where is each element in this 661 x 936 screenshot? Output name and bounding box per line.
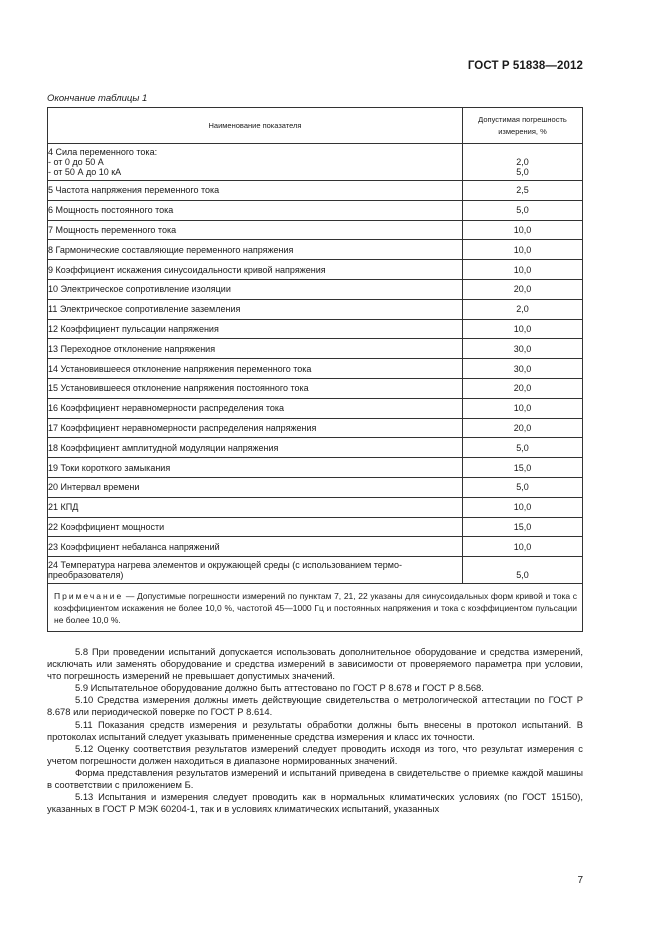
table-caption: Окончание таблицы 1 [47,93,148,104]
body-text [47,646,583,815]
error-value: 2,0 [516,157,529,167]
indicator-name-line: 15 Установившееся отклонение напряжения постоянного тока [48,383,309,394]
error-value-cell [463,200,583,220]
error-value: 5,0 [516,167,529,177]
error-value-cell [463,260,583,280]
error-value-cell [463,359,583,379]
page-number: 7 [577,875,583,886]
table-row [48,458,583,478]
indicator-name-cell [48,220,463,240]
error-value-cell [463,517,583,537]
paragraph: 5.12 Оценку соответствия результатов измерений следует проводить исходя из того, что результат измерения с учетом погрешности должен находиться в диапазоне нормированных значений. [47,742,583,766]
indicator-name-line: 12 Коэффициент пульсации напряжения [48,323,219,334]
error-value: 10,0 [513,403,532,414]
indicator-name-line: 22 Коэффициент мощности [48,521,165,532]
error-value-cell [463,144,583,181]
error-value: 20,0 [513,383,532,394]
table-row [48,339,583,359]
error-value-cell [463,181,583,201]
table-row [48,319,583,339]
indicator-name-line: 11 Электрическое сопротивление заземления [48,304,241,315]
indicator-name-cell [48,144,463,181]
error-value [463,560,582,570]
table-row [48,477,583,497]
error-value-cell [463,477,583,497]
indicator-name-cell [48,458,463,478]
indicator-name-line: 23 Коэффициент небаланса напряжений [48,541,220,552]
document-code: ГОСТ Р 51838—2012 [467,60,583,72]
indicator-name-cell [48,438,463,458]
indicator-name-line: 18 Коэффициент амплитудной модуляции напряжения [48,442,279,453]
error-value-cell [463,438,583,458]
indicator-name-line: 5 Частота напряжения переменного тока [48,185,220,196]
error-value: 5,0 [516,570,529,581]
indicator-name-line: 13 Переходное отклонение напряжения [48,343,216,354]
error-value: 10,0 [513,323,532,334]
table-row [48,200,583,220]
error-value: 2,0 [516,304,529,315]
error-value-cell [463,319,583,339]
error-value: 2,5 [516,185,529,196]
error-value-cell [463,458,583,478]
indicator-name-line: 9 Коэффициент искажения синусоидальности кривой напряжения [48,264,326,275]
indicator-name-line: 14 Установившееся отклонение напряжения переменного тока [48,363,312,374]
indicator-name-cell [48,200,463,220]
indicator-name-line: - от 0 до 50 А [48,157,104,167]
table-row [48,359,583,379]
error-value: 15,0 [513,521,532,532]
indicator-name-cell [48,477,463,497]
indicator-name-cell [48,537,463,557]
error-value-cell [463,279,583,299]
table-row [48,398,583,418]
indicator-name-line: 6 Мощность постоянного тока [48,205,174,216]
paragraph: 5.13 Испытания и измерения следует проводить как в нормальных климатических условиях (по ГОСТ 15150), указанных в ГОСТ Р МЭК 60204-1, так и в условиях климатических испытаний, указанных [47,791,583,815]
error-value: 10,0 [513,541,532,552]
table-row [48,144,583,181]
indicator-name-cell [48,359,463,379]
paragraph: 5.9 Испытательное оборудование должно быть аттестовано по ГОСТ Р 8.678 и ГОСТ Р 8.568. [75,682,484,694]
table-header-row [48,108,583,144]
error-value-cell [463,220,583,240]
error-value-cell [463,418,583,438]
indicator-name-cell [48,181,463,201]
indicator-name-cell [48,497,463,517]
error-value-cell [463,557,583,584]
error-value-cell [463,378,583,398]
table-row [48,537,583,557]
indicator-name-line: 4 Сила переменного тока: [48,147,158,157]
error-value: 5,0 [516,442,529,453]
indicator-name-line: 10 Электрическое сопротивление изоляции [48,284,231,295]
error-value: 20,0 [513,284,532,295]
paragraph: 5.10 Средства измерения должны иметь действующие свидетельства о метрологической аттестации по ГОСТ Р 8.678 или периодической поверке по ГОСТ Р 8.614. [47,694,583,718]
column-header-name: Наименование показателя [48,108,463,144]
indicators-table [47,107,583,632]
indicator-name-cell [48,319,463,339]
column-header-error: Допустимая погрешность измерения, % [463,108,583,144]
error-value-cell [463,398,583,418]
indicator-name-cell [48,517,463,537]
table-row [48,418,583,438]
indicator-name-cell [48,299,463,319]
error-value-cell [463,339,583,359]
error-value: 30,0 [513,343,532,354]
paragraph: 5.11 Показания средств измерения и результаты обработки должны быть внесены в протокол испытаний. В протоколах испытаний следует указывать примененные средства измерения и класс их точности. [47,718,583,742]
error-value: 10,0 [513,224,532,235]
error-value-cell [463,299,583,319]
indicator-name-cell [48,398,463,418]
error-value-cell [463,497,583,517]
table-row [48,279,583,299]
error-value: 30,0 [513,363,532,374]
indicator-name-cell [48,418,463,438]
indicator-name-line: 8 Гармонические составляющие переменного напряжения [48,244,294,255]
table-row [48,260,583,280]
table-body [48,144,583,584]
indicator-name-cell [48,557,463,584]
indicator-name-cell [48,279,463,299]
table-row [48,220,583,240]
indicator-name-line: 17 Коэффициент неравномерности распределения напряжения [48,422,317,433]
error-value: 5,0 [516,482,529,493]
note-row [48,584,583,632]
table-row [48,438,583,458]
note-text: — Допустимые погрешности измерений по пунктам 7, 21, 22 указаны для синусоидальных форм кривой и тока с коэффициентом искажения не более 10,0 %, частотой 45—1000 Гц и постоянных напряжения и тока с коэффициентом пульсации не более 10,0 %. [54,590,577,625]
error-value [463,147,582,157]
indicator-name-line: преобразователя) [48,570,124,581]
indicator-name-line: 21 КПД [48,502,79,513]
table-row [48,497,583,517]
paragraph: 5.8 При проведении испытаний допускается использовать дополнительное оборудование и средства измерений, исключать или заменять оборудование и средства измерений в зависимости от проверяемого параметра при условии, что погрешность измерений не превышает допустимых значений. [47,646,583,682]
table-row [48,299,583,319]
error-value: 5,0 [516,205,529,216]
table-row [48,557,583,584]
indicator-name-line: 20 Интервал времени [48,482,140,493]
error-value: 10,0 [513,244,532,255]
error-value-cell [463,240,583,260]
error-value: 10,0 [513,502,532,513]
indicator-name-line: 7 Мощность переменного тока [48,224,177,235]
indicator-name-cell [48,240,463,260]
note-label: Примечание [54,590,124,601]
error-value-cell [463,537,583,557]
indicator-name-line: 24 Температура нагрева элементов и окружающей среды (с использованием термо- [48,560,402,571]
error-value: 20,0 [513,422,532,433]
table-note [48,584,583,632]
error-value: 15,0 [513,462,532,473]
indicator-name-cell [48,339,463,359]
indicator-name-line: 19 Токи короткого замыкания [48,462,171,473]
table-row [48,240,583,260]
indicator-name-line: 16 Коэффициент неравномерности распределения тока [48,403,284,414]
indicator-name-cell [48,378,463,398]
indicator-name-cell [48,260,463,280]
table-row [48,181,583,201]
paragraph: Форма представления результатов измерений и испытаний приведена в свидетельстве о приемке каждой машины в соответствии с приложением Б. [47,766,583,791]
table-row [48,378,583,398]
table-row [48,517,583,537]
indicator-name-line: - от 50 А до 10 кА [48,167,122,177]
error-value: 10,0 [513,264,532,275]
